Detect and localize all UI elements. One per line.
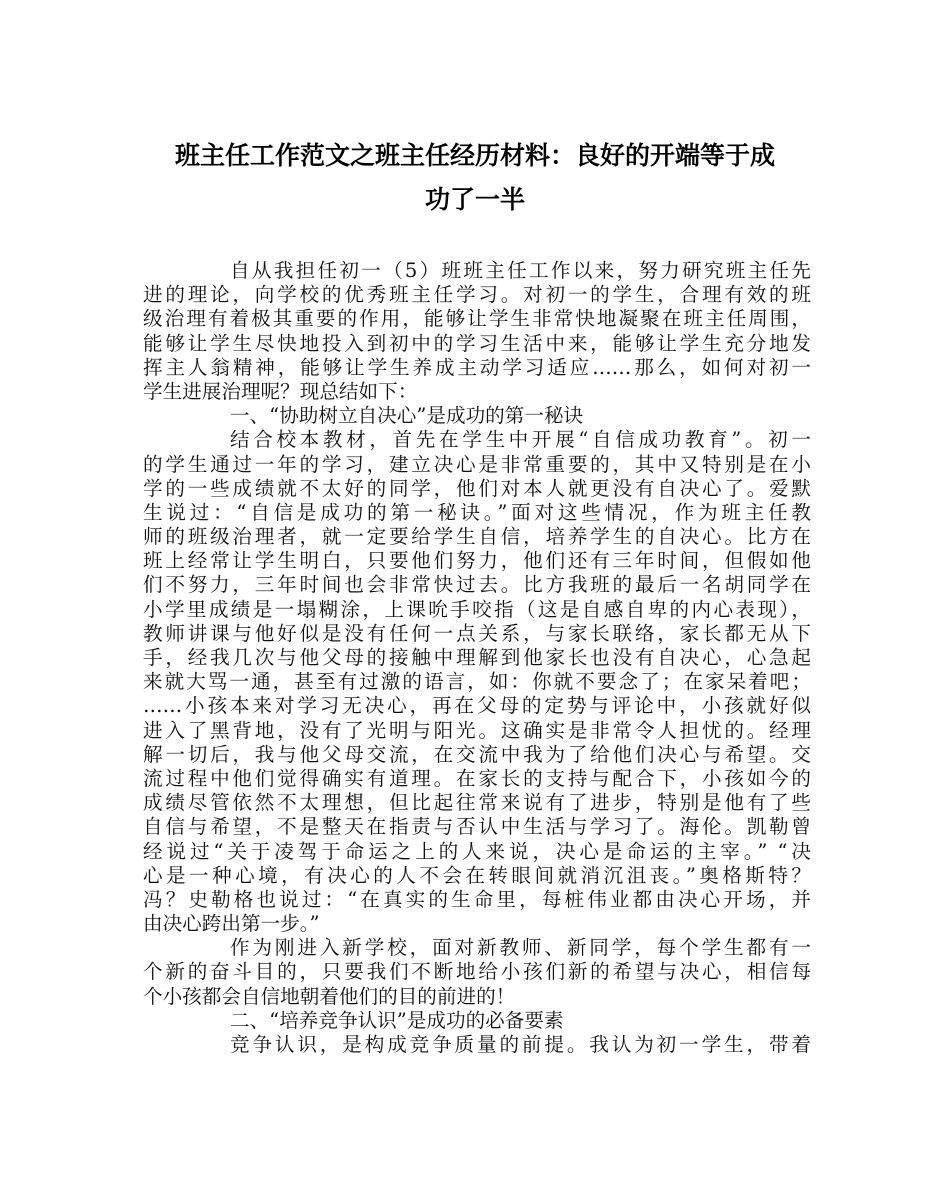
body-text-line: 经说过“关于凌驾于命运之上的人来说，决心是命运的主宰。” “决 bbox=[143, 839, 811, 863]
body-text-line: 班上经常让学生明白，只要他们努力，他们还有三年时间，但假如他 bbox=[143, 549, 811, 573]
document-title-line-2: 功了一半 bbox=[424, 185, 525, 214]
body-text-line: 冯？史勒格也说过：“在真实的生命里，每桩伟业都由决心开场，并 bbox=[143, 887, 811, 911]
body-text-line: 个新的奋斗目的，只要我们不断地给小孩们新的希望与决心，相信每 bbox=[143, 960, 811, 984]
body-text-line: 由决心跨出第一步。” bbox=[143, 912, 320, 936]
body-text-line: 进的理论，向学校的优秀班主任学习。对初一的学生，合理有效的班 bbox=[143, 283, 811, 307]
body-text-line: 解一切后，我与他父母交流，在交流中我为了给他们决心与希望。交 bbox=[143, 742, 811, 766]
body-text-line: 个小孩都会自信地朝着他们的目的前进的！ bbox=[143, 984, 516, 1008]
body-text-line: 挥主人翁精神，能够让学生养成主动学习适应……那么，如何对初一 bbox=[143, 355, 811, 379]
body-text-line: 自信与希望，不是整天在指责与否认中生活与学习了。海伦。凯勒曾 bbox=[143, 815, 811, 839]
document-title-line-1: 班主任工作范文之班主任经历材料：良好的开端等于成 bbox=[174, 141, 775, 170]
body-text-line: 进入了黑背地，没有了光明与阳光。这确实是非常令人担忧的。经理 bbox=[143, 718, 811, 742]
body-text-line: 师的班级治理者，就一定要给学生自信，培养学生的自决心。比方在 bbox=[143, 525, 811, 549]
body-text-line: 自从我担任初一（5）班班主任工作以来，努力研究班主任先 bbox=[230, 259, 811, 282]
body-text-line: 能够让学生尽快地投入到初中的学习生活中来，能够让学生充分地发 bbox=[143, 331, 811, 355]
document-body bbox=[143, 259, 811, 1057]
body-text-line: 竞争认识，是构成竞争质量的前提。我认为初一学生，带着 bbox=[230, 1033, 811, 1056]
body-text-line: 结合校本教材，首先在学生中开展“自信成功教育”。初一 bbox=[230, 428, 811, 452]
body-text-line: ……小孩本来对学习无决心，再在父母的定势与评论中，小孩就好似 bbox=[143, 694, 811, 718]
body-text-line: 二、“培养竞争认识”是成功的必备要素 bbox=[230, 1008, 564, 1032]
body-text-line: 教师讲课与他好似是没有任何一点关系，与家长联络，家长都无从下 bbox=[143, 621, 811, 645]
body-text-line: 作为刚进入新学校，面对新教师、新同学，每个学生都有一 bbox=[230, 936, 811, 960]
body-text-line: 学生进展治理呢？现总结如下： bbox=[143, 379, 418, 403]
body-text-line: 生说过：“自信是成功的第一秘诀。”面对这些情况，作为班主任教 bbox=[143, 500, 811, 524]
body-text-line: 小学里成绩是一塌糊涂，上课吮手咬指（这是自感自卑的内心表现）， bbox=[143, 597, 811, 621]
body-text-line: 手，经我几次与他父母的接触中理解到他家长也没有自决心，心急起 bbox=[143, 646, 811, 669]
body-text-line: 成绩尽管依然不太理想，但比起往常来说有了进步，特别是他有了些 bbox=[143, 791, 811, 815]
body-text-line: 来就大骂一通，甚至有过激的语言，如：你就不要念了；在家呆着吧； bbox=[143, 670, 811, 694]
body-text-line: 级治理有着极其重要的作用，能够让学生非常快地凝聚在班主任周围， bbox=[143, 307, 811, 331]
body-text-line: 学的一些成绩就不太好的同学，他们对本人就更没有自决心了。爱默 bbox=[143, 476, 811, 500]
body-text-line: 们不努力，三年时间也会非常快过去。比方我班的最后一名胡同学在 bbox=[143, 573, 811, 597]
body-text-line: 流过程中他们觉得确实有道理。在家长的支持与配合下，小孩如今的 bbox=[143, 766, 811, 790]
body-text-line: 一、“协助树立自决心”是成功的第一秘诀 bbox=[230, 404, 584, 428]
body-text-line: 的学生通过一年的学习，建立决心是非常重要的，其中又特别是在小 bbox=[143, 452, 811, 476]
body-text-line: 心是一种心境，有决心的人不会在转眼间就消沉沮丧。”奥格斯特？ bbox=[143, 863, 811, 887]
